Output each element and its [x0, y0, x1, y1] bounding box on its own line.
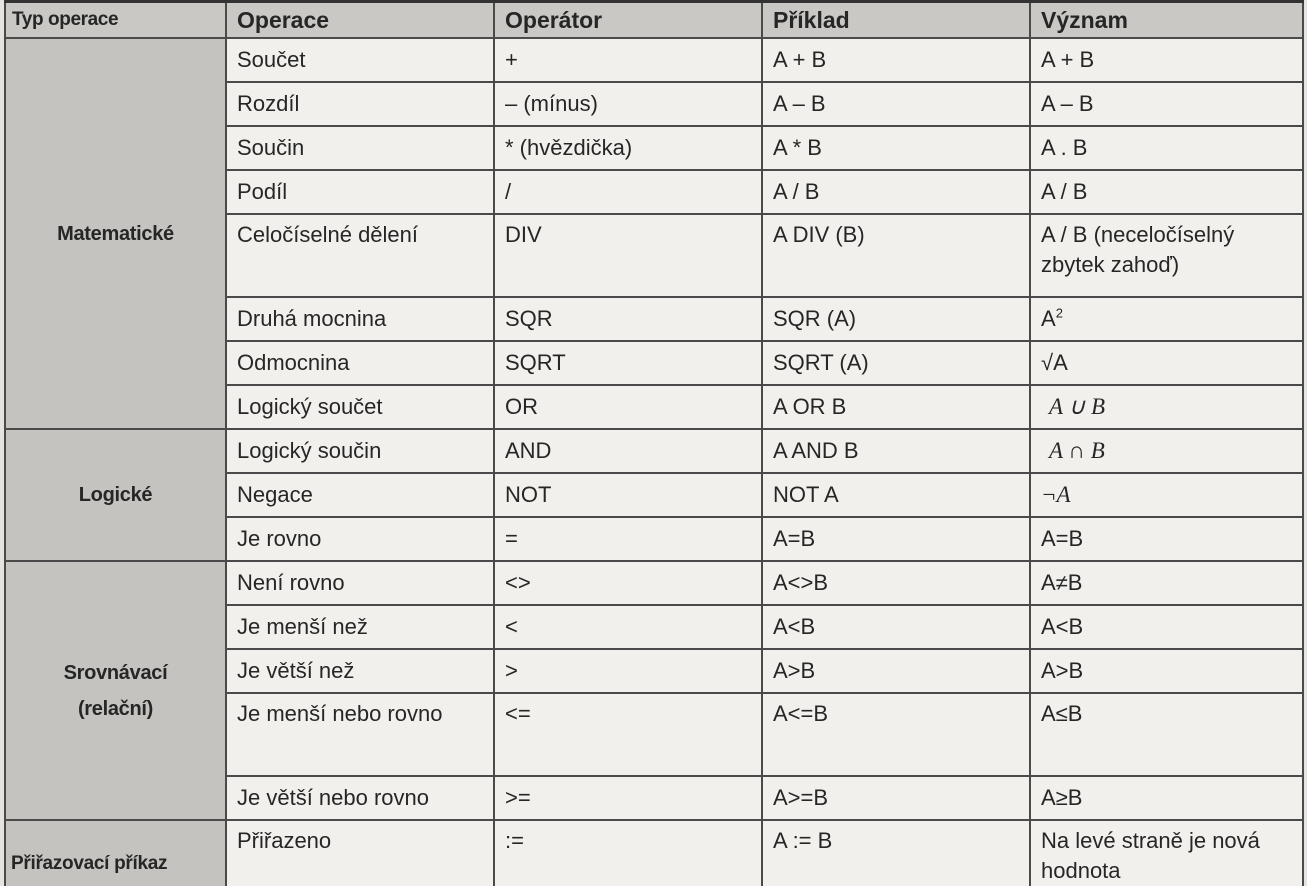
cell-operation: Součet	[226, 38, 494, 82]
cell-operator: AND	[494, 429, 762, 473]
cell-meaning: √A	[1030, 341, 1303, 385]
cell-operator: /	[494, 170, 762, 214]
meaning-base: A	[1041, 306, 1056, 331]
cell-meaning: A=B	[1030, 517, 1303, 561]
table-header-row	[5, 2, 1303, 39]
cell-operator: NOT	[494, 473, 762, 517]
table-row	[5, 820, 1303, 886]
cell-example: SQR (A)	[762, 297, 1030, 341]
cell-operator: >	[494, 649, 762, 693]
cell-meaning: A / B (neceločíselný zbytek zahoď)	[1030, 214, 1303, 297]
cell-operation: Je větší než	[226, 649, 494, 693]
cell-meaning	[1030, 429, 1303, 473]
cell-operator: +	[494, 38, 762, 82]
header-example: Příklad	[762, 2, 1030, 39]
cell-operation: Negace	[226, 473, 494, 517]
cell-operation: Je větší nebo rovno	[226, 776, 494, 820]
cell-example: A<=B	[762, 693, 1030, 776]
operators-table	[4, 0, 1304, 886]
cell-operation: Součin	[226, 126, 494, 170]
cell-meaning: A . B	[1030, 126, 1303, 170]
group-compare	[5, 561, 226, 820]
cell-operator: =	[494, 517, 762, 561]
cell-meaning: A / B	[1030, 170, 1303, 214]
cell-meaning	[1030, 297, 1303, 341]
cell-example: A := B	[762, 820, 1030, 886]
cell-operation: Je menší než	[226, 605, 494, 649]
cell-operation: Přiřazeno	[226, 820, 494, 886]
cell-example: A DIV (B)	[762, 214, 1030, 297]
cell-operator: SQR	[494, 297, 762, 341]
cell-example: A=B	[762, 517, 1030, 561]
cell-example: SQRT (A)	[762, 341, 1030, 385]
table-row	[5, 38, 1303, 82]
cell-meaning	[1030, 385, 1303, 429]
cell-example: A>=B	[762, 776, 1030, 820]
cell-meaning: A – B	[1030, 82, 1303, 126]
cell-operation: Rozdíl	[226, 82, 494, 126]
cell-meaning: A≤B	[1030, 693, 1303, 776]
cell-example: A * B	[762, 126, 1030, 170]
group-assign: Přiřazovací příkaz	[5, 820, 226, 886]
group-compare-line1: Srovnávací	[63, 661, 168, 684]
cell-meaning: Na levé straně je nová hodnota	[1030, 820, 1303, 886]
cell-example: A / B	[762, 170, 1030, 214]
cell-example: A<B	[762, 605, 1030, 649]
cell-example: A + B	[762, 38, 1030, 82]
cell-meaning: A≠B	[1030, 561, 1303, 605]
group-logic: Logické	[5, 429, 226, 561]
meaning-superscript: 2	[1055, 305, 1063, 321]
cell-operator: >=	[494, 776, 762, 820]
cell-operator: :=	[494, 820, 762, 886]
header-meaning: Význam	[1030, 2, 1303, 39]
cell-example: A<>B	[762, 561, 1030, 605]
cell-operator: OR	[494, 385, 762, 429]
cell-operation: Logický součin	[226, 429, 494, 473]
cell-meaning: A<B	[1030, 605, 1303, 649]
cell-operation: Odmocnina	[226, 341, 494, 385]
cell-meaning	[1030, 473, 1303, 517]
cell-example: A AND B	[762, 429, 1030, 473]
header-operator: Operátor	[494, 2, 762, 39]
cell-meaning: A + B	[1030, 38, 1303, 82]
cell-operation: Celočíselné dělení	[226, 214, 494, 297]
cell-example: A OR B	[762, 385, 1030, 429]
header-type: Typ operace	[5, 2, 226, 39]
cell-operation: Je menší nebo rovno	[226, 693, 494, 776]
cell-meaning: A>B	[1030, 649, 1303, 693]
cell-example: A>B	[762, 649, 1030, 693]
cell-meaning: A≥B	[1030, 776, 1303, 820]
meaning-formula: ¬A	[1041, 482, 1071, 507]
cell-operator: DIV	[494, 214, 762, 297]
cell-operator: <=	[494, 693, 762, 776]
cell-operator: – (mínus)	[494, 82, 762, 126]
cell-operator: * (hvězdička)	[494, 126, 762, 170]
cell-operator: <>	[494, 561, 762, 605]
cell-operation: Není rovno	[226, 561, 494, 605]
meaning-formula: A ∩ B	[1049, 438, 1105, 463]
group-compare-line2: (relační)	[77, 697, 154, 720]
cell-operation: Druhá mocnina	[226, 297, 494, 341]
group-math: Matematické	[5, 38, 226, 429]
meaning-formula: A ∪ B	[1049, 394, 1106, 419]
cell-operator: <	[494, 605, 762, 649]
cell-operator: SQRT	[494, 341, 762, 385]
cell-operation: Je rovno	[226, 517, 494, 561]
cell-example: NOT A	[762, 473, 1030, 517]
table-row	[5, 561, 1303, 605]
cell-operation: Logický součet	[226, 385, 494, 429]
cell-example: A – B	[762, 82, 1030, 126]
cell-operation: Podíl	[226, 170, 494, 214]
header-operation: Operace	[226, 2, 494, 39]
table-row	[5, 429, 1303, 473]
